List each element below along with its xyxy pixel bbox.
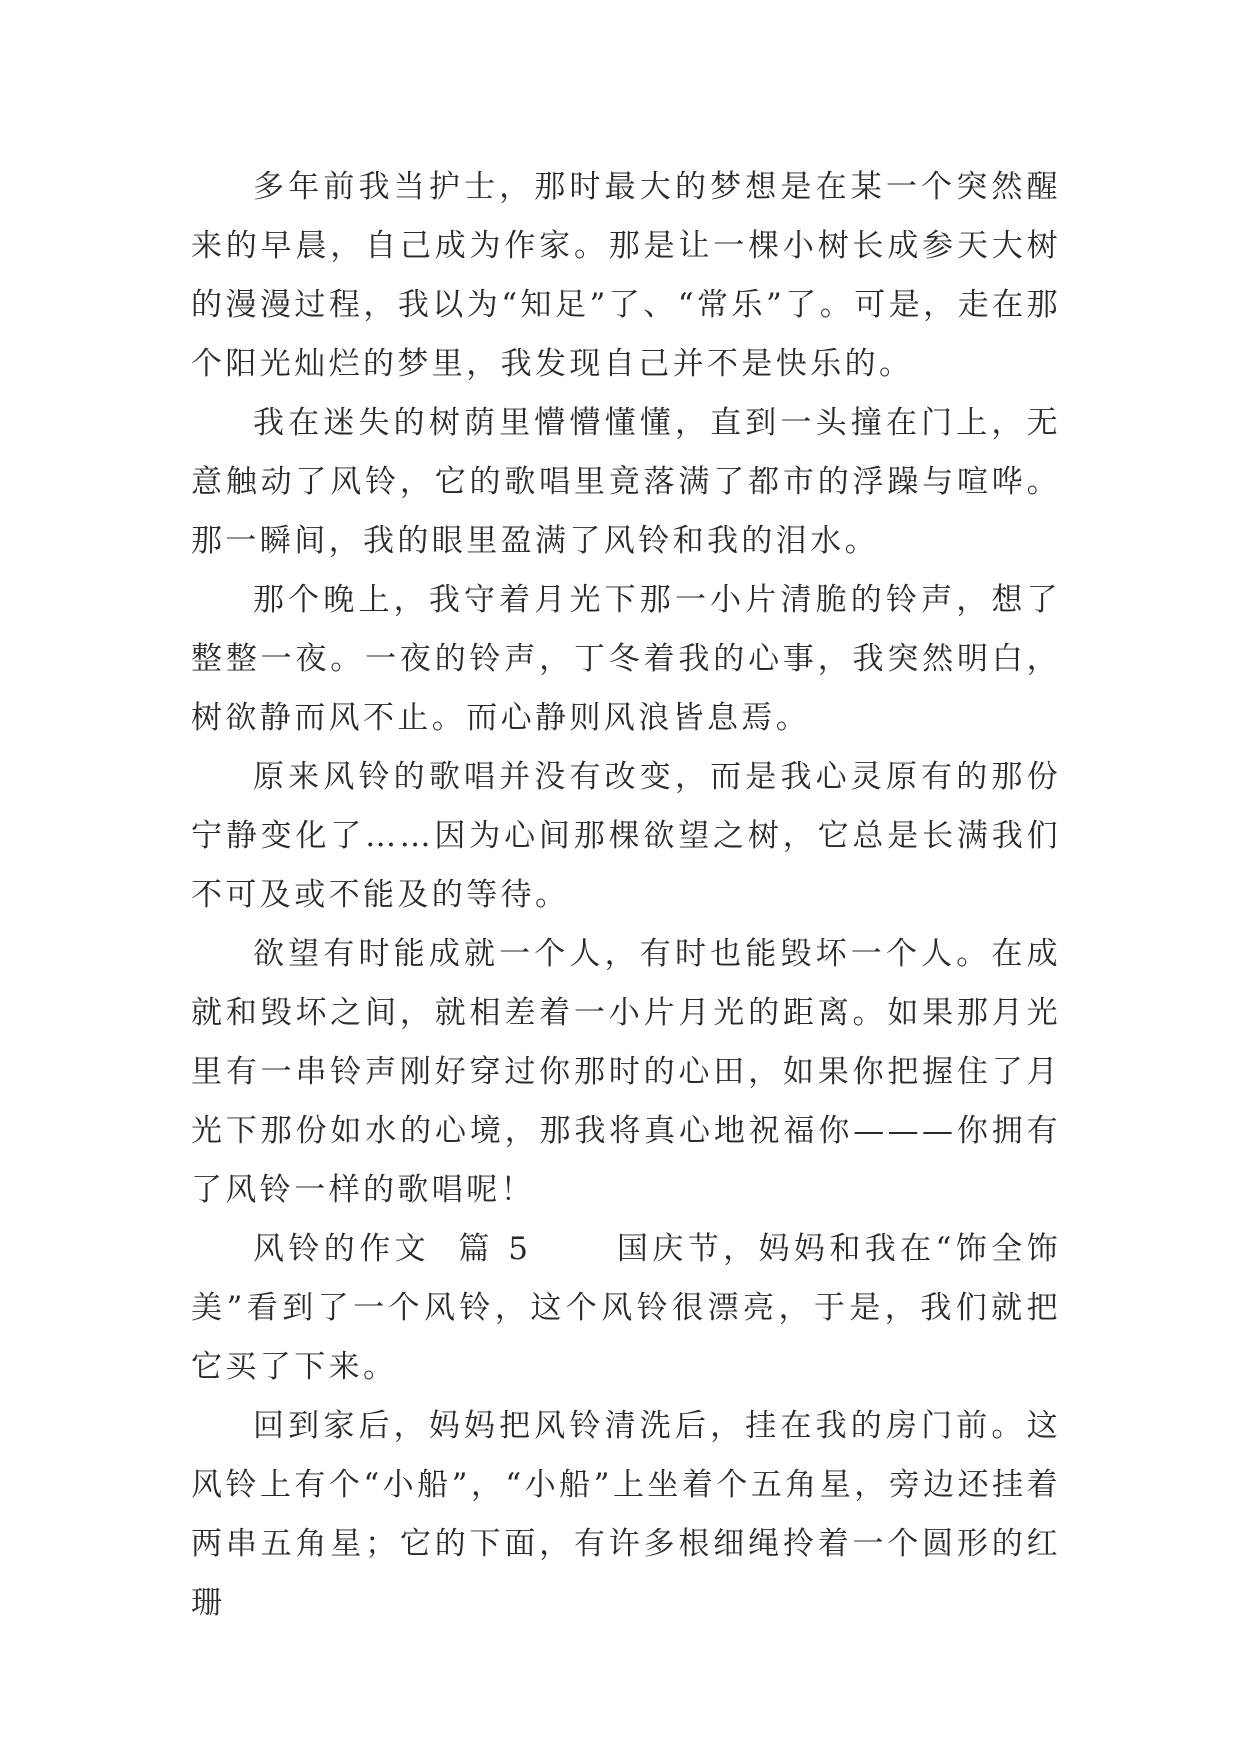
paragraph: 原来风铃的歌唱并没有改变，而是我心灵原有的那份宁静变化了……因为心间那棵欲望之树，它总是长满我们不可及或不能及的等待。	[191, 759, 1061, 913]
paragraph: 回到家后，妈妈把风铃清洗后，挂在我的房门前。这风铃上有个“小船”，“小船”上坐着个五角星，旁边还挂着两串五角星；它的下面，有许多根细绳拎着一个圆形的红珊	[191, 1408, 1061, 1621]
document-body	[191, 158, 1061, 1633]
paragraph: 欲望有时能成就一个人，有时也能毁坏一个人。在成就和毁坏之间，就相差着一小片月光的距离。如果那月光里有一串铃声刚好穿过你那时的心田，如果你把握住了月光下那份如水的心境，那我将真心地祝福你———你拥有了风铃一样的歌唱呢！	[191, 936, 1061, 1208]
paragraph: 多年前我当护士，那时最大的梦想是在某一个突然醒来的早晨，自己成为作家。那是让一棵小树长成参天大树的漫漫过程，我以为“知足”了、“常乐”了。可是，走在那个阳光灿烂的梦里，我发现自己并不是快乐的。	[191, 169, 1061, 382]
section-heading-paragraph: 风铃的作文 篇 5 国庆节，妈妈和我在“饰全饰美”看到了一个风铃，这个风铃很漂亮，于是，我们就把它买了下来。	[191, 1231, 1061, 1385]
paragraph: 我在迷失的树荫里懵懵懂懂，直到一头撞在门上，无意触动了风铃，它的歌唱里竟落满了都市的浮躁与喧哗。那一瞬间，我的眼里盈满了风铃和我的泪水。	[191, 405, 1061, 559]
paragraph: 那个晚上，我守着月光下那一小片清脆的铃声，想了整整一夜。一夜的铃声，丁冬着我的心事，我突然明白，树欲静而风不止。而心静则风浪皆息焉。	[191, 582, 1061, 736]
